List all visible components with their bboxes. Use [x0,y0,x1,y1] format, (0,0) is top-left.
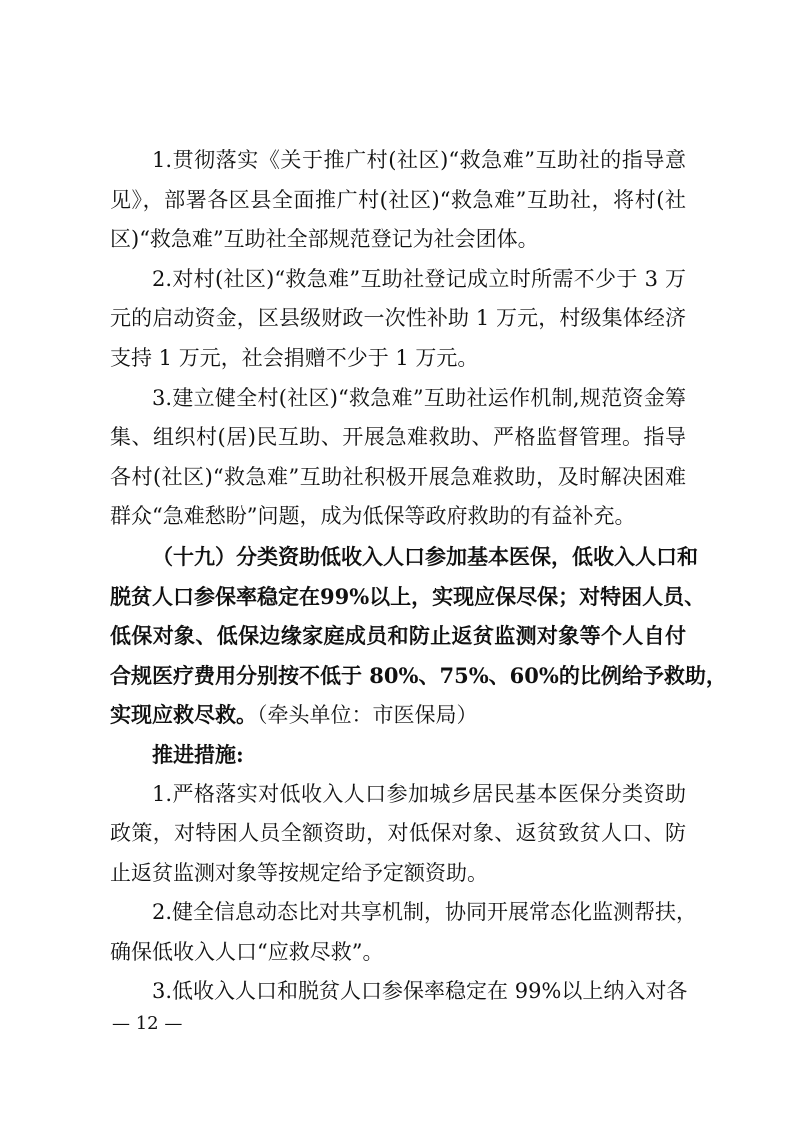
document-body [110,141,727,1012]
measure-3-line-1: 3.低收入人口和脱贫人口参保率稳定在 99%以上纳入对各 [152,979,688,1004]
section-heading-line-5 [110,695,686,735]
section-heading-tail: 实现应救尽救。 [110,702,257,728]
measure-2-line-1: 2.健全信息动态比对共享机制，协同开展常态化监测帮扶， [152,900,698,925]
lead-unit-note: （牵头单位：市医保局） [257,703,478,728]
measure-1-line-1: 1.严格落实对低收入人口参加城乡居民基本医保分类资助 [152,781,686,806]
paragraph-2-line-2: 元的启动资金，区县级财政一次性补助 1 万元，村级集体经济 [110,306,686,331]
paragraph-3-line-1: 3.建立健全村(社区)“救急难”互助社运作机制,规范资金筹 [152,385,686,410]
measure-1-line-2: 政策，对特困人员全额资助，对低保对象、返贫致贫人口、防 [110,821,686,846]
paragraph-3-line-3: 各村(社区)“救急难”互助社积极开展急难救助，及时解决困难 [110,464,686,489]
paragraph-1-line-2: 见》，部署各区县全面推广村(社区)“救急难”互助社，将村(社 [110,187,686,212]
paragraph-1-line-3: 区)“救急难”互助社全部规范登记为社会团体。 [110,227,539,252]
measure-1-line-3: 止返贫监测对象等按规定给予定额资助。 [110,860,488,885]
measure-2-line-2: 确保低收入人口“应救尽救”。 [110,939,384,964]
section-heading-line-4: 合规医疗费用分别按不低于 80%、75%、60%的比例给予救助， [110,662,727,688]
paragraph-2-line-3: 支持 1 万元，社会捐赠不少于 1 万元。 [110,345,479,370]
section-heading-line-1: （十九）分类资助低收入人口参加基本医保，低收入人口和 [152,543,698,569]
paragraph-1-line-1: 1.贯彻落实《关于推广村(社区)“救急难”互助社的指导意 [152,148,686,172]
paragraph-3-line-4: 群众“急难愁盼”问题，成为低保等政府救助的有益补充。 [110,504,636,529]
measures-subheading: 推进措施: [152,741,244,767]
section-heading-line-2: 脱贫人口参保率稳定在99%以上，实现应保尽保；对特困人员、 [110,583,706,609]
page-number: — 12 — [112,1013,183,1034]
paragraph-3-line-2: 集、组织村(居)民互助、开展急难救助、严格监督管理。指导 [110,425,686,450]
section-heading-line-3: 低保对象、低保边缘家庭成员和防止返贫监测对象等个人自付 [110,623,686,649]
paragraph-2-line-1: 2.对村(社区)“救急难”互助社登记成立时所需不少于 3 万 [152,266,686,291]
